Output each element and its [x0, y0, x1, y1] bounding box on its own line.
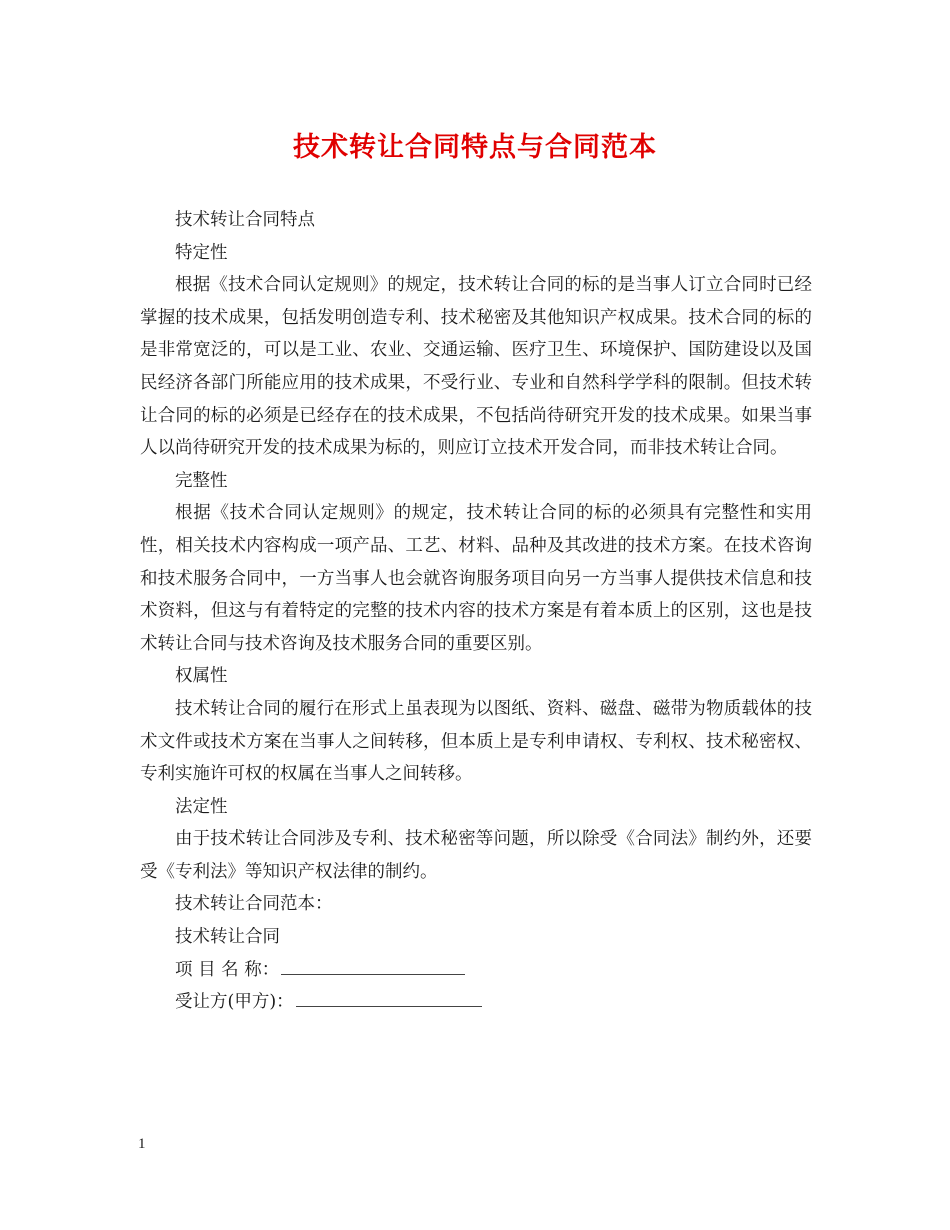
field-project-name — [140, 954, 812, 987]
heading-legality: 法定性 — [175, 796, 228, 817]
document-body — [140, 204, 812, 1019]
paragraph-ownership: 技术转让合同的履行在形式上虽表现为以图纸、资料、磁盘、磁带为物质载体的技术文件或技术方案在当事人之间转移，但本质上是专利申请权、专利权、技术秘密权、专利实施许可权的权属在当事人之间转移。 — [140, 698, 812, 785]
field-project-name-label: 项 目 名 称： — [175, 959, 280, 980]
project-name-blank[interactable] — [281, 954, 465, 975]
paragraph-legality: 由于技术转让合同涉及专利、技术秘密等问题，所以除受《合同法》制约外，还要受《专利法》等知识产权法律的制约。 — [140, 829, 812, 882]
document-title: 技术转让合同特点与合同范本 — [293, 132, 657, 163]
heading-template: 技术转让合同范本： — [175, 894, 333, 915]
paragraph-completeness: 根据《技术合同认定规则》的规定，技术转让合同的标的必须具有完整性和实用性，相关技术内容构成一项产品、工艺、材料、品种及其改进的技术方案。在技术咨询和技术服务合同中，一方当事人也会就咨询服务项目向另一方当事人提供技术信息和技术资料，但这与有着特定的完整的技术内容的技术方案是有着本质上的区别，这也是技术转让合同与技术咨询及技术服务合同的重要区别。 — [140, 503, 812, 654]
heading-ownership: 权属性 — [175, 666, 228, 687]
paragraph-specificity: 根据《技术合同认定规则》的规定，技术转让合同的标的是当事人订立合同时已经掌握的技术成果，包括发明创造专利、技术秘密及其他知识产权成果。技术合同的标的是非常宽泛的，可以是工业、农业、交通运输、医疗卫生、环境保护、国防建设以及国民经济各部门所能应用的技术成果，不受行业、专业和自然科学学科的限制。但技术转让合同的标的必须是已经存在的技术成果，不包括尚待研究开发的技术成果。如果当事人以尚待研究开发的技术成果为标的，则应订立技术开发合同，而非技术转让合同。 — [140, 275, 812, 459]
field-transferee-label: 受让方(甲方)： — [175, 992, 294, 1013]
field-transferee — [140, 986, 812, 1019]
heading-completeness: 完整性 — [175, 470, 228, 491]
heading-specificity: 特定性 — [175, 242, 228, 263]
page-number: 1 — [138, 1136, 146, 1152]
heading-features: 技术转让合同特点 — [175, 210, 315, 230]
contract-title: 技术转让合同 — [175, 927, 280, 948]
transferee-blank[interactable] — [296, 986, 482, 1007]
